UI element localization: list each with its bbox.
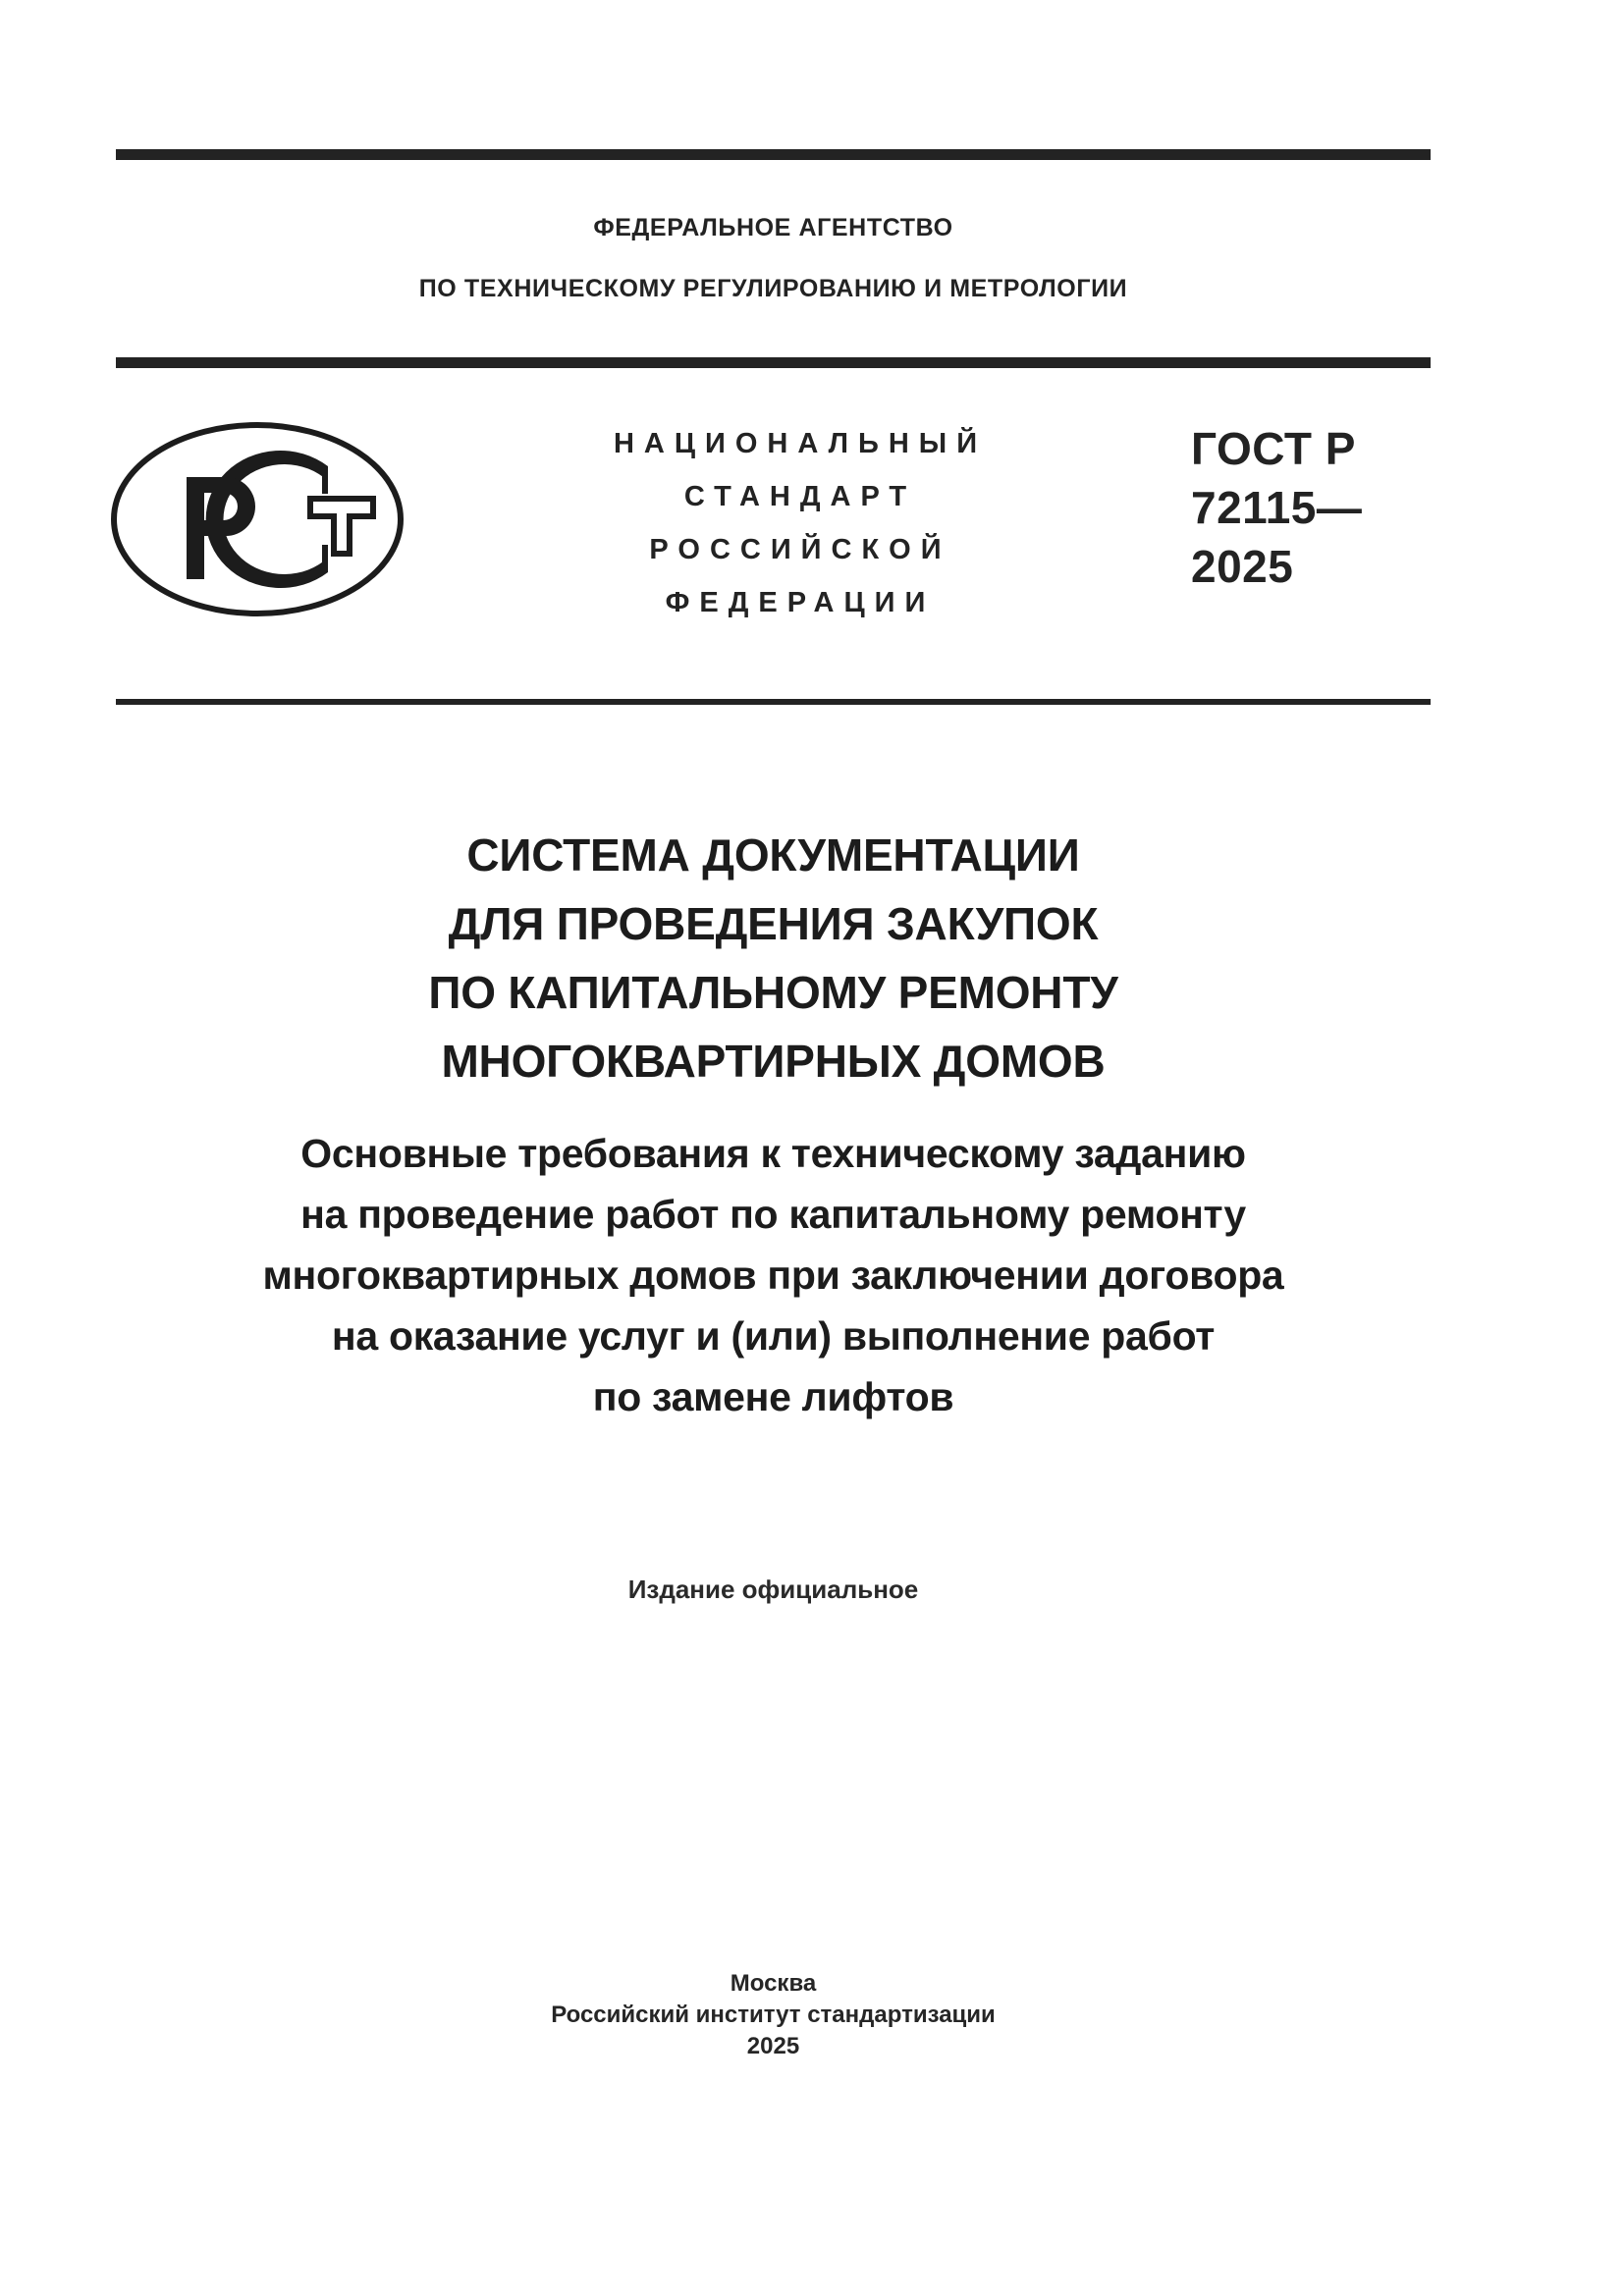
header-rule-middle xyxy=(116,357,1431,368)
document-subtitle-line: на оказание услуг и (или) выполнение работ xyxy=(331,1313,1216,1359)
document-title-line: МНОГОКВАРТИРНЫХ ДОМОВ xyxy=(441,1036,1106,1087)
imprint-city: Москва xyxy=(730,1970,817,1997)
header-rule-top xyxy=(116,149,1431,160)
document-title-line: ДЛЯ ПРОВЕДЕНИЯ ЗАКУПОК xyxy=(448,898,1099,949)
official-edition-note: Издание официальное xyxy=(627,1575,919,1604)
document-subtitle-line: по замене лифтов xyxy=(592,1374,954,1419)
national-standard-line-2: СТАНДАРТ xyxy=(683,481,917,512)
imprint-block xyxy=(116,1968,1431,2062)
header-rule-bottom xyxy=(116,699,1431,705)
national-standard-line-3: РОССИЙСКОЙ xyxy=(649,534,951,565)
document-subtitle xyxy=(98,1123,1448,1427)
document-title-line: СИСТЕМА ДОКУМЕНТАЦИИ xyxy=(466,829,1080,881)
document-subtitle-line: многоквартирных домов при заключении договора xyxy=(262,1253,1284,1298)
gost-designation-line-2: 72115— xyxy=(1191,482,1363,533)
gost-r-certification-mark-icon xyxy=(110,410,405,628)
imprint-publisher: Российский институт стандартизации xyxy=(551,2002,996,2028)
agency-name-line-2: ПО ТЕХНИЧЕСКОМУ РЕГУЛИРОВАНИЮ И МЕТРОЛОГИИ xyxy=(418,275,1128,302)
gost-designation-line-1: ГОСТ Р xyxy=(1191,423,1356,474)
agency-name-line-1: ФЕДЕРАЛЬНОЕ АГЕНТСТВО xyxy=(593,214,953,241)
document-title-line: ПО КАПИТАЛЬНОМУ РЕМОНТУ xyxy=(428,967,1118,1018)
national-standard-line-4: ФЕДЕРАЦИИ xyxy=(665,587,936,618)
gost-designation-line-3: 2025 xyxy=(1191,541,1294,592)
document-subtitle-line: Основные требования к техническому заданию xyxy=(300,1131,1246,1176)
imprint-year: 2025 xyxy=(746,2033,800,2059)
national-standard-line-1: НАЦИОНАЛЬНЫЙ xyxy=(613,428,988,459)
document-title xyxy=(116,821,1431,1095)
document-subtitle-line: на проведение работ по капитальному ремонту xyxy=(300,1192,1246,1237)
